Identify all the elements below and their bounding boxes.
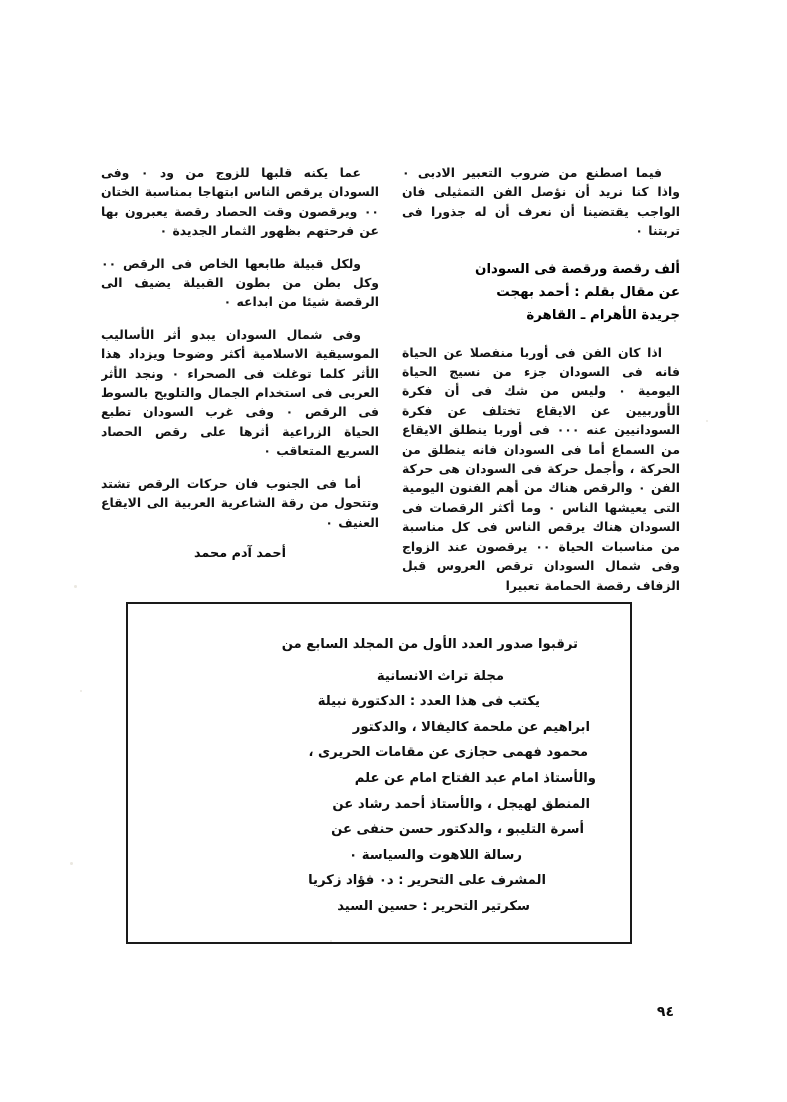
page-number: ٩٤ [656,1004,674,1020]
scan-speckle [70,862,73,865]
scan-speckle [706,420,708,422]
ad-line-editor: سكرتير التحرير : حسين السيد [337,898,530,914]
paragraph-body: عما يكنه قلبها للزوج من ود ٠ وفى السودان يرقص الناس ابتهاجا بمناسبة الختان ٠٠ ويرقصون وقت الحصاد رقصة يعبرون بها عن فرحتهم بظهور الثمار الجديدة ٠ [101,165,379,239]
paragraph-body: أما فى الجنوب فان حركات الرقص تشتد وتتحول من رقة الشاعرية العربية الى الايقاع العنيف ٠ [101,475,379,530]
article-column-right [402,163,680,595]
ad-line-editor: المشرف على التحرير : د٠ فؤاد زكريا [308,873,546,889]
ad-line-magazine-name: مجلة تراث الانسانية [376,668,504,684]
paragraph-body: ولكل قبيلة طابعها الخاص فى الرقص ٠٠ وكل بطن من بطون القبيلة يضيف الى الرقصة شيئا من ابداعه ٠ [101,255,379,310]
article-byline: عن مقال بقلم : أحمد بهجت [496,284,680,300]
scan-speckle [74,585,77,588]
ad-line-contributors: رسالة اللاهوت والسياسة ٠ [349,847,522,863]
paragraph-body: وفى شمال السودان يبدو أثر الأساليب الموسيقية الاسلامية أكثر وضوحا ويزداد هذا الأثر كلما توغلت فى الصحراء ٠ ونجد الأثر العربى فى استخدام الجمال والتلويح بالسوط فى الرقص ٠ وفى غرب السودان تطبع الحياة الزراعية أثرها على رقص الحصاد السريع المتعاقب ٠ [101,326,379,459]
article-column-left [101,163,379,532]
article-source: جريدة الأهرام ـ القاهرة [526,307,680,323]
article-headline-block [402,258,680,327]
ad-line-contributors: أسرة التليبو ، والدكتور حسن حنفى عن [331,822,584,838]
paragraph-intro: فيما اصطنع من ضروب التعبير الادبى ٠ واذا كنا نريد أن نؤصل الفن التمثيلى فان الواجب يقتضينا أن نعرف أن له جذورا فى تربتنا ٠ [402,165,680,239]
ad-line-contributors: المنطق لهيجل ، والأستاذ أحمد رشاد عن [332,796,590,812]
ad-line-contributors: ابراهيم عن ملحمة كاليفالا ، والدكتور [352,719,590,735]
advertisement-box [126,602,632,944]
paragraph-body: اذا كان الفن فى أوربا منفصلا عن الحياة فانه فى السودان جزء من نسيج الحياة اليومية ٠ وليس من شك فى أن فكرة الأوربيين عن الايقاع تختلف عن فكرة السودانيين عنه ٠٠٠ فى أوربا ينطلق الايقاع من السماع أما فى السودان فانه ينطلق من الحركة ، وأجمل حركة فى السودان هى حركة الفن ٠ والرقص هناك من أهم الفنون اليومية التى يعيشها الناس ٠ وما أكثر الرقصات فى السودان هناك يرقص الناس فى كل مناسبة من مناسبات الحياة ٠٠ يرقصون عند الزواج وفى شمال السودان ترقص العروس قبل الزفاف رقصة الحمامة تعبيرا [402,344,680,593]
advertisement-text-block [154,632,600,920]
article-title: ألف رقصة ورقصة فى السودان [475,261,680,277]
ad-line-announcement: ترقبوا صدور العدد الأول من المجلد السابع من [281,637,578,652]
ad-line-contributors: والأستاذ امام عبد الفتاح امام عن علم [354,770,596,786]
author-signature: أحمد آدم محمد [194,546,286,561]
ad-line-contributors: محمود فهمى حجازى عن مقامات الحريرى ، [308,745,588,761]
scan-speckle [80,690,82,692]
ad-line-contributors: يكتب فى هذا العدد : الدكتورة نبيلة [317,694,540,710]
